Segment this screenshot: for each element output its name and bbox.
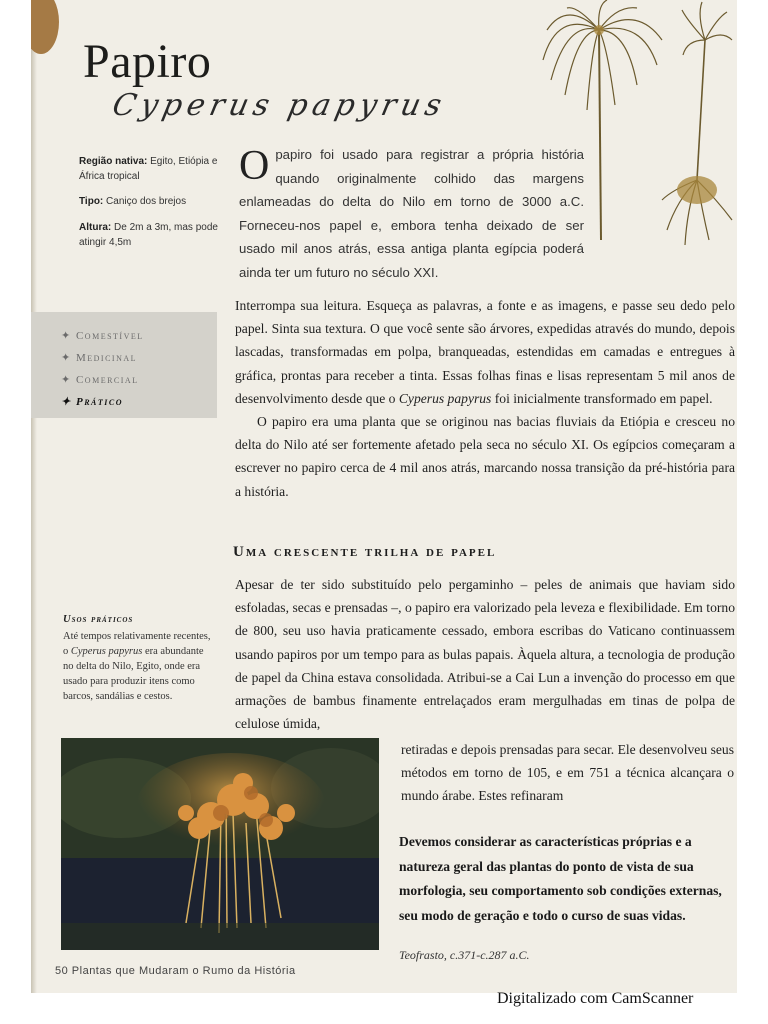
menu-item-medicinal: ✦ Medicinal	[61, 352, 138, 364]
menu-item-comestivel: ✦ Comestível	[61, 330, 144, 342]
info-native-region-label: Região nativa:	[79, 156, 148, 167]
info-height	[79, 220, 229, 250]
info-native-region-value: Egito, Etiópia e África tropical	[79, 156, 218, 182]
info-height-label: Altura:	[79, 222, 112, 233]
book-page	[31, 0, 737, 993]
scanner-watermark: Digitalizado com CamScanner	[497, 990, 694, 1007]
intro-text: papiro foi usado para registrar a própria história quando originalmente colhido das margens enlameadas do delta do Nilo em torno de 3000 a.C. Forneceu-nos papel e, embora tenha deixado de ser usado mil anos atrás, essa antiga planta egípcia poderá ainda ter um futuro no século XXI.	[239, 147, 584, 280]
info-type-value: Caniço dos brejos	[106, 196, 187, 207]
info-type-label: Tipo:	[79, 196, 104, 207]
latin-name: Cyperus papyrus	[109, 88, 450, 123]
page-title: Papiro	[83, 35, 212, 88]
page-footer: 50 Plantas que Mudaram o Rumo da História	[55, 965, 296, 977]
bullet-icon: ✦	[61, 330, 72, 342]
body-text	[235, 294, 735, 503]
section-heading: Uma crescente trilha de papel	[233, 544, 497, 560]
bullet-icon: ✦	[61, 396, 72, 408]
menu-item-pratico: ✦ Prático	[61, 396, 123, 408]
section-text: Apesar de ter sido substituído pelo pergaminho – peles de animais que haviam sido esfoladas, secas e prensadas –, o papiro era valorizado pela leveza e flexibilidade. Em torno de 800, seu uso havia praticamente cessado, embora escribas do Vaticano continuassem usando papiros por um tempo para as bulas papais. Àquela altura, a tecnologia de produção de papel da China estava consolidada. Atribui-se a Cai Lun a invenção do processo em que armações de bambus finamente entrelaçados eram mergulhadas em tinas de polpa de celulose úmida,	[235, 577, 735, 732]
info-type	[79, 194, 229, 209]
intro-paragraph	[239, 143, 584, 284]
body-paragraph-1: Interrompa sua leitura. Esqueça as palavras, a fonte e as imagens, e passe seu dedo pelo papel. Sinta sua textura. O que você sente são árvores, expedidas através do mundo, depois lascadas, transformadas em polpa, branqueadas, estendidas em camadas e entregues à gráfica, prontas para receber a tinta. Essas folhas finas e lisas representam 5 mil anos de desenvolvimento desde que o Cyperus papyrus foi inicialmente transformado em papel.	[235, 298, 735, 406]
thumb-fingertip	[31, 0, 59, 54]
info-height-value: De 2m a 3m, mas pode atingir 4,5m	[79, 222, 218, 248]
quote-text: Devemos considerar as características próprias e a natureza geral das plantas do ponto de vista de sua morfologia, seu comportamento sob condições externas, seu modo de geração e todo o curso de suas vidas.	[399, 834, 722, 923]
usos-title: Usos práticos	[63, 614, 134, 625]
usos-text: Até tempos relativamente recentes, o Cyperus papyrus era abundante no delta do Nilo, Egito, onde era usado para produzir itens como barcos, sandálias e cestos.	[63, 631, 211, 702]
papyrus-photo	[61, 738, 379, 950]
body-paragraph-2: O papiro era uma planta que se originou nas bacias fluviais da Etiópia e cresceu no delta do Nilo até ser fortemente afetado pela seca no século XI. Os egípcios começaram a escrever no papiro cerca de 4 mil anos atrás, marcando nossa transição da pré-história para a história.	[235, 414, 735, 499]
category-menu	[31, 312, 217, 418]
page-gutter-shadow	[31, 0, 37, 993]
bullet-icon: ✦	[61, 352, 72, 364]
bullet-icon: ✦	[61, 374, 72, 386]
drop-cap: O	[239, 143, 270, 189]
menu-item-comercial: ✦ Comercial	[61, 374, 139, 386]
quote-source: Teofrasto, c.371-c.287 a.C.	[399, 948, 530, 962]
info-native-region	[79, 154, 229, 184]
section-text-continued: retiradas e depois prensadas para secar. Ele desenvolveu seus métodos em torno de 105, e em 751 a técnica alcançara o mundo árabe. Estes refinaram	[401, 742, 734, 804]
